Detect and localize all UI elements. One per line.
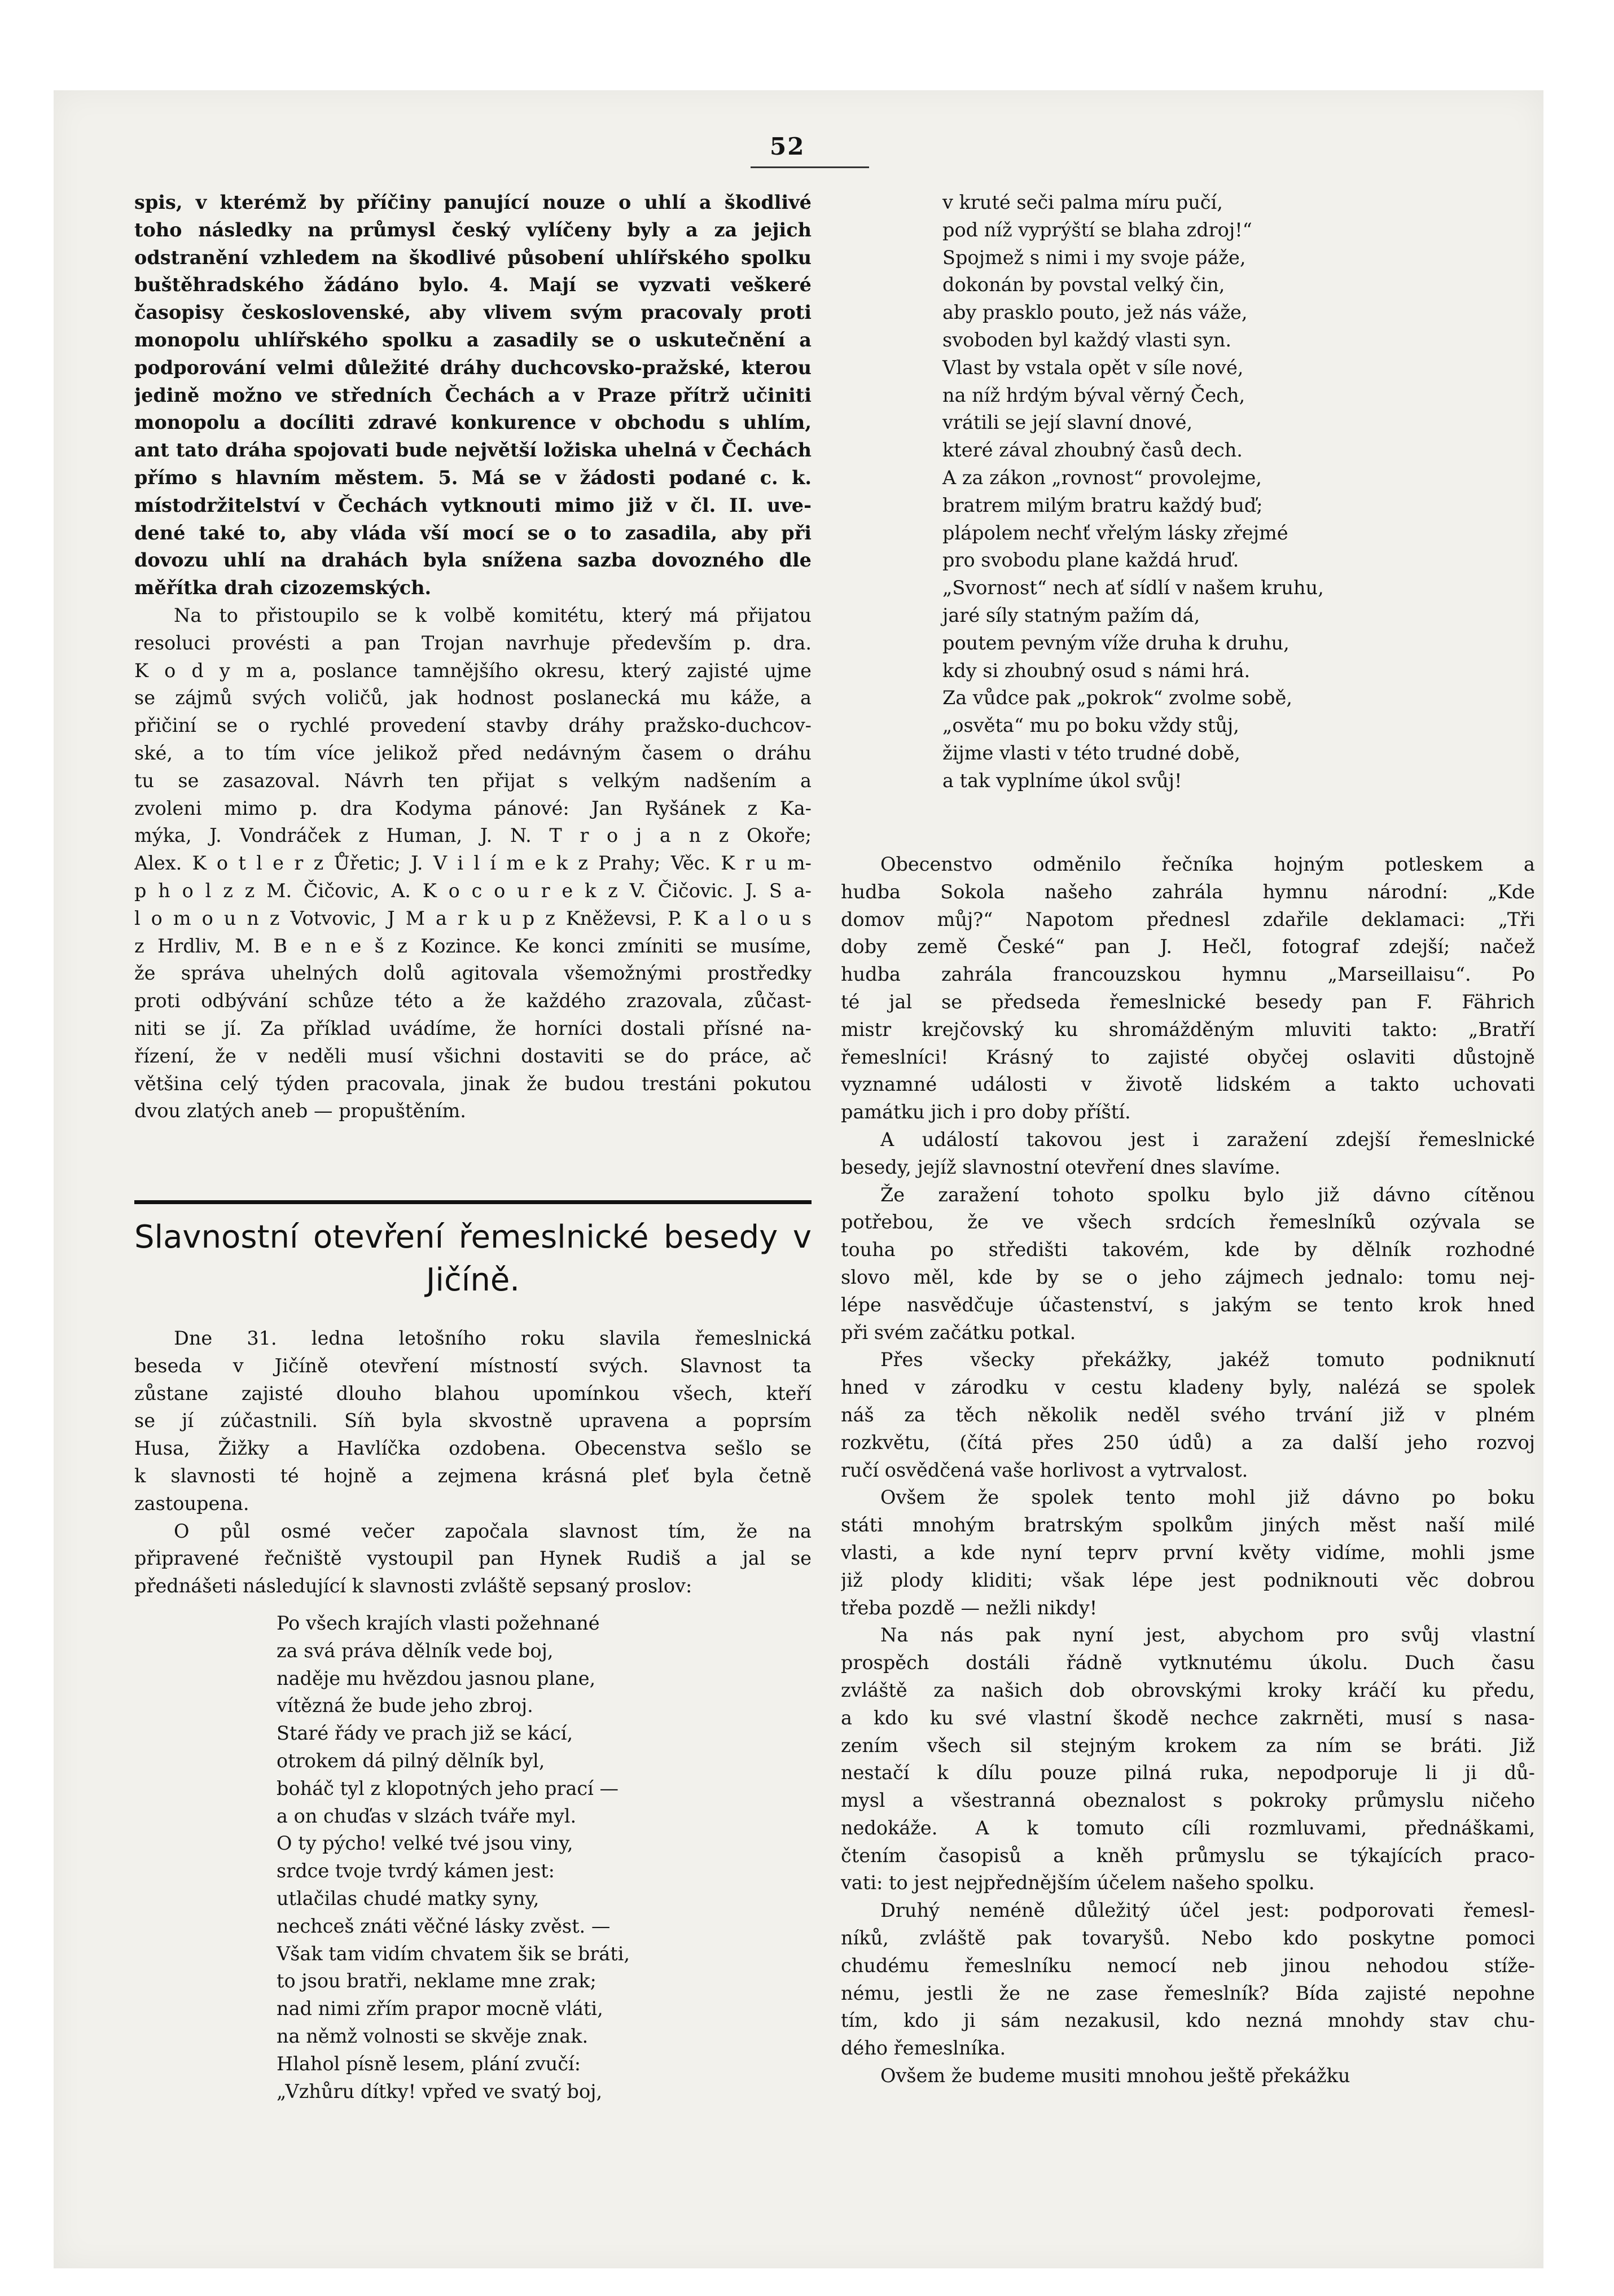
poem-line: Po všech krajích vlasti požehnané [277, 1612, 600, 1634]
text-line: se jí zúčastnili. Síň byla skvostně upravena a poprsím [134, 1410, 812, 1432]
page-number: 52 [770, 133, 805, 160]
poem-line: nechceš znáti věčné lásky zvěst. — [277, 1915, 611, 1937]
poem-line: žijme vlasti v této trudné době, [942, 741, 1240, 764]
intro-paragraph [134, 189, 812, 602]
poem-line: otrokem dá pilný dělník byl, [277, 1749, 545, 1772]
text-line: Přes všecky překážky, jakéž tomuto podniknutí [880, 1349, 1535, 1371]
text-line: vyznamné události v životě lidském a takto uchovati [841, 1073, 1535, 1096]
text-line: hned v zárodku v cestu kladeny byly, nalézá se spolek [841, 1376, 1535, 1399]
text-line: monopolu uhlířského spolku a zasadily se o uskutečnění a [134, 328, 812, 351]
text-line: zvoleni mimo p. dra Kodyma pánové: Jan Ryšánek z Ka- [134, 797, 812, 819]
poem-line: které zával zhoubný časů dech. [942, 439, 1243, 462]
poem-line: Vlast by vstala opět v síle nové, [942, 356, 1244, 379]
text-line: přednášeti následující k slavnosti zvláště sepsaný proslov: [134, 1575, 692, 1597]
text-line: toho následky na průmysl český vylíčeny byly a za jejich [134, 218, 812, 241]
poem-line: „osvěta“ mu po boku vždy stůj, [942, 714, 1239, 737]
poem-line: Za vůdce pak „pokrok“ zvolme sobě, [942, 687, 1292, 709]
text-line: O půl osmé večer započala slavnost tím, že na [174, 1520, 812, 1542]
poem-line: kdy si zhoubný osud s námi hrá. [942, 659, 1251, 682]
text-line: dvou zlatých aneb — propuštěním. [134, 1100, 466, 1122]
text-line: dené také to, aby vláda vší mocí se o to zasadila, aby při [134, 521, 812, 544]
poem-line: v kruté seči palma míru pučí, [942, 191, 1223, 213]
poem-line: plápolem nechť vřelým lásky zřejmé [942, 521, 1288, 544]
text-line: mysl a všestranná obeznalost s pokroky průmyslu ničeho [841, 1789, 1535, 1812]
text-line: dého řemeslníka. [841, 2037, 1006, 2060]
text-line: Ovšem že budeme musiti mnohou ještě překážku [880, 2065, 1350, 2087]
poem-line: a tak vyplníme úkol svůj! [942, 769, 1182, 792]
text-line: že správa uhelných dolů agitovala všemožnými prostředky [134, 962, 812, 985]
poem-line: bratrem milým bratru každý buď; [942, 494, 1263, 516]
text-line: hudba Sokola našeho zahrála hymnu národní: „Kde [841, 880, 1535, 903]
text-line: ské, a to tím více jelikož před nedávným časem o dráhu [134, 741, 812, 764]
text-line: Druhý neméně důležitý účel jest: podporovati řemesl- [880, 1899, 1535, 1922]
article-heading [134, 1216, 812, 1302]
poem-line: Však tam vidím chvatem šik se bráti, [277, 1942, 630, 1965]
text-line: ručí osvědčená vaše horlivost a vytrvalost. [841, 1459, 1248, 1481]
text-line: většina celý týden pracovala, jinak že budou trestáni pokutou [134, 1072, 812, 1095]
text-line: při svém začátku potkal. [841, 1321, 1076, 1344]
text-line: k slavnosti té hojně a zejmena krásná pleť byla četně [134, 1464, 812, 1487]
text-line: chudému řemeslníku nemocí neb jinou nehodou stíže- [841, 1954, 1535, 1977]
heading-line-1: Slavnostní otevření řemeslnické besedy v [134, 1219, 812, 1255]
poem-line: boháč tyl z klopotných jeho prací — [277, 1777, 619, 1799]
poem-line: na níž hrdým býval věrný Čech, [942, 384, 1245, 406]
poem-line: pro svobodu plane každá hruď. [942, 549, 1239, 572]
text-line: památku jich i pro doby příští. [841, 1101, 1131, 1123]
page-number-rule [751, 166, 869, 168]
poem-line: svoboden byl každý vlasti syn. [942, 328, 1232, 351]
text-line: připravené řečniště vystoupil pan Hynek Rudiš a jal se [134, 1547, 812, 1570]
poem-line: O ty pýcho! velké tvé jsou viny, [277, 1832, 573, 1855]
committee-paragraph [134, 602, 812, 1125]
text-line: nestačí k dílu pouze pilná ruka, nepodporuje li ji dů- [841, 1762, 1535, 1784]
text-line: odstranění vzhledem na škodlivé působení uhlířského spolku [134, 246, 812, 269]
text-line: nedokáže. A k tomuto cíli rozmluvami, přednáškami, [841, 1816, 1535, 1839]
text-line: resoluci provésti a pan Trojan navrhuje především p. dra. [134, 631, 812, 654]
text-line: buštěhradského žádáno bylo. 4. Mají se vyzvati veškeré [134, 274, 812, 296]
text-line: té jal se předseda řemeslnické besedy pan F. Fährich [841, 990, 1535, 1013]
poem-left [277, 1610, 630, 2105]
text-line: niti se jí. Za příklad uvádíme, že horníci dostali přísné na- [134, 1017, 812, 1039]
poem-line: naděje mu hvězdou jasnou plane, [277, 1667, 596, 1689]
right-paragraph-7 [841, 1897, 1535, 2062]
poem-line: Spojmež s nimi i my svoje páže, [942, 246, 1246, 269]
text-line: Dne 31. ledna letošního roku slavila řemeslnická [174, 1327, 812, 1349]
text-line: besedy, jejíž slavnostní otevření dnes slavíme. [841, 1156, 1280, 1178]
poem-line: vítězná že bude jeho zbroj. [277, 1694, 533, 1717]
poem-line: a on chuďas v slzách tváře myl. [277, 1805, 577, 1827]
text-line: A událostí takovou jest i zaražení zdejší řemeslnické [880, 1128, 1535, 1151]
right-paragraph-6 [841, 1622, 1535, 1897]
text-line: níků, zvláště pak tovaryšů. Nebo kdo poskytne pomoci [841, 1927, 1535, 1950]
text-line: měřítka drah cizozemských. [134, 577, 432, 599]
poem-line: „Vzhůru dítky! vpřed ve svatý boj, [277, 2080, 603, 2102]
poem-line: srdce tvoje tvrdý kámen jest: [277, 1860, 555, 1882]
text-line: časopisy československé, aby vlivem svým pracovaly proti [134, 301, 812, 324]
text-line: zením všech sil stejným krokem za ním se bráti. Již [841, 1734, 1535, 1757]
right-paragraph-1 [841, 851, 1535, 1126]
text-line: ant tato dráha spojovati bude největší ložiska uhelná v Čechách [134, 439, 812, 462]
text-line: potřebou, že ve všech srdcích řemeslníků ozývala se [841, 1211, 1535, 1233]
text-line: jedině možno ve středních Čechách a v Praze přítrž učiniti [134, 384, 812, 406]
right-paragraph-8 [841, 2062, 1535, 2090]
text-line: proti odbývání schůze této a že každého zrazovala, zůčast- [134, 990, 812, 1012]
text-line: a kdo ku své vlastní škodě nechce zakrněti, musí s nasa- [841, 1706, 1535, 1729]
text-line: Ovšem že spolek tento mohl již dávno po boku [880, 1486, 1535, 1509]
text-line: již plody kliditi; však lépe jest podniknouti věc dobrou [841, 1569, 1535, 1591]
poem-line: A za zákon „rovnost“ provolejme, [942, 466, 1262, 489]
poem-line: poutem pevným víže druha k druhu, [942, 631, 1290, 654]
text-line: mistr krejčovský ku shromážděným mluviti takto: „Bratří [841, 1018, 1535, 1041]
left-column [134, 189, 812, 1125]
article-paragraph-2 [134, 1518, 812, 1600]
text-line: spis, v kterémž by příčiny panující nouze o uhlí a škodlivé [134, 191, 812, 213]
text-line: prospěch dostáli řádně vytknutému úkolu. Duch času [841, 1652, 1535, 1674]
text-line: přímo s hlavním městem. 5. Má se v žádosti podané c. k. [134, 466, 812, 489]
text-line: se zájmů svých voličů, jak hodnost poslanecká mu káže, a [134, 687, 812, 709]
article-paragraph-1 [134, 1325, 812, 1518]
poem-line: Hlahol písně lesem, plání zvučí: [277, 2052, 581, 2075]
text-line: l o m o u n z Votvovic, J M a r k u p z Kněževsi, P. K a l o u s [134, 907, 812, 929]
text-line: mýka, J. Vondráček z Human, J. N. T r o j a n z Okoře; [134, 824, 812, 847]
text-line: tím, kdo ji sám nezakusil, kdo nezná mnohdy stav chu- [841, 2009, 1535, 2032]
poem-line: na němž volnosti se skvěje znak. [277, 2025, 589, 2047]
text-line: státi mnohým bratrským spolkům jiných měst naší milé [841, 1514, 1535, 1536]
text-line: beseda v Jičíně otevření místností svých. Slavnost ta [134, 1354, 812, 1377]
text-line: nému, jestli že ne zase řemeslník? Bída zajisté nepohne [841, 1982, 1535, 2004]
text-line: vati: to jest nejpřednějším účelem našeho spolku. [841, 1872, 1315, 1894]
poem-line: aby prasklo pouto, jež nás váže, [942, 301, 1248, 324]
text-line: monopolu a docíliti zdravé konkurence v obchodu s uhlím, [134, 411, 812, 434]
text-line: řemeslníci! Krásný to zajisté obyčej oslaviti důstojně [841, 1046, 1535, 1068]
right-column-body [841, 851, 1535, 2090]
text-line: přičiní se o rychlé provedení stavby dráhy pražsko-duchcov- [134, 714, 812, 737]
poem-line: Staré řády ve prach již se kácí, [277, 1722, 573, 1745]
text-line: Na nás pak nyní jest, abychom pro svůj vlastní [880, 1624, 1535, 1647]
text-line: dovozu uhlí na drahách byla snížena sazba dovozného dle [134, 549, 812, 572]
text-line: z Hrdliv, M. B e n e š z Kozince. Ke konci zmíniti se musíme, [134, 934, 812, 957]
right-paragraph-2 [841, 1126, 1535, 1182]
poem-line: to jsou bratři, neklame mne zrak; [277, 1970, 597, 1992]
text-line: touha po středišti takovém, kde by dělník rozhodné [841, 1239, 1535, 1261]
text-line: Husa, Žižky a Havlíčka ozdobena. Obecenstva sešlo se [134, 1437, 812, 1460]
right-paragraph-5 [841, 1484, 1535, 1622]
poem-right [942, 189, 1324, 795]
text-line: lépe nasvědčuje účastenství, s jakým se tento krok hned [841, 1293, 1535, 1316]
article-body [134, 1325, 812, 1600]
right-paragraph-3 [841, 1182, 1535, 1347]
text-line: zastoupena. [134, 1492, 249, 1514]
poem-line: „Svornost“ nech ať sídlí v našem kruhu, [942, 577, 1324, 599]
text-line: tu se zasazoval. Návrh ten přijat s velkým nadšením a [134, 769, 812, 792]
poem-line: utlačilas chudé matky syny, [277, 1887, 540, 1909]
text-line: slovo měl, kde by se o jeho zájmech jednalo: tomu nej- [841, 1266, 1535, 1288]
text-line: doby země České“ pan J. Hečl, fotograf zdejší; načež [841, 936, 1535, 958]
poem-line: jaré síly statným pažím dá, [942, 604, 1200, 626]
heading-line-2: Jičíně. [426, 1262, 520, 1298]
text-line: čtením časopisů a kněh průmyslu se týkajících praco- [841, 1844, 1535, 1867]
text-line: rozkvětu, (čítá přes 250 údů) a za další jeho rozvoj [841, 1431, 1535, 1454]
text-line: podporování velmi důležité dráhy duchcovsko-pražské, kterou [134, 356, 812, 379]
section-divider [134, 1200, 812, 1204]
text-line: Na to přistoupilo se k volbě komitétu, který má přijatou [174, 604, 812, 626]
right-paragraph-4 [841, 1346, 1535, 1484]
poem-line: nad nimi zřím prapor mocně vláti, [277, 1998, 603, 2020]
text-line: třeba pozdě — nežli nikdy! [841, 1596, 1098, 1619]
poem-line: vrátili se její slavní dnové, [942, 411, 1193, 434]
text-line: domov můj?“ Napotom přednesl zdařile deklamaci: „Tři [841, 908, 1535, 930]
text-line: zvláště za našich dob obrovskými kroky kráčí ku předu, [841, 1679, 1535, 1701]
text-line: p h o l z z M. Čičovic, A. K o c o u r e k z V. Čičovic. J. S a- [134, 879, 812, 902]
text-line: Že zaražení tohoto spolku bylo již dávno cítěnou [880, 1183, 1535, 1206]
text-line: Alex. K o t l e r z Ůřetic; J. V i l í m e k z Prahy; Věc. K r u m- [134, 852, 812, 875]
poem-line: dokonán by povstal velký čin, [942, 274, 1225, 296]
poem-line: za svá práva dělník vede boj, [277, 1639, 554, 1662]
text-line: Obecenstvo odměnilo řečníka hojným potleskem a [880, 853, 1535, 875]
text-line: zůstane zajisté dlouho blahou upomínkou všech, kteří [134, 1382, 812, 1404]
text-line: místodržitelství v Čechách vytknouti mimo již v čl. II. uve- [134, 494, 812, 516]
text-line: hudba zahrála francouzskou hymnu „Marseillaisu“. Po [841, 963, 1535, 986]
poem-line: pod níž vyprýští se blaha zdroj!“ [942, 218, 1252, 241]
text-line: náš za těch několik neděl svého trvání již v plném [841, 1403, 1535, 1426]
text-line: K o d y m a, poslance tamnějšího okresu, který zajisté ujme [134, 659, 812, 682]
text-line: řízení, že v neděli musí všichni dostaviti se do práce, ač [134, 1044, 812, 1067]
text-line: vlasti, a kde nyní teprv první květy vidíme, mohli jsme [841, 1541, 1535, 1564]
